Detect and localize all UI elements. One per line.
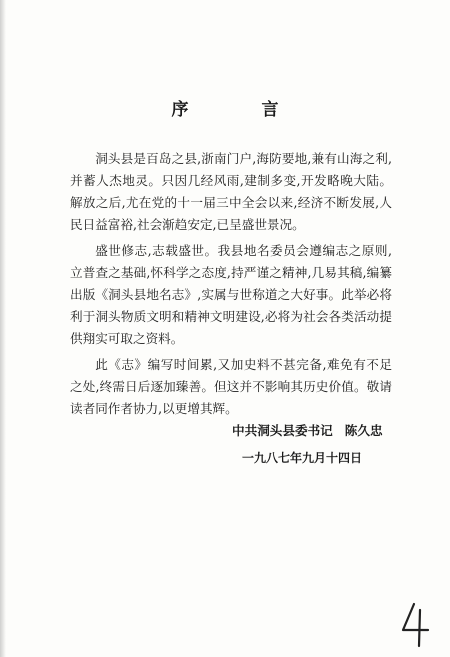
preface-body xyxy=(70,148,392,424)
signature-block xyxy=(232,420,432,468)
signature-title: 中共洞头县委书记 xyxy=(232,423,333,438)
handwritten-page-number xyxy=(400,600,436,650)
signature-line xyxy=(232,420,432,442)
signature-date: 一九八七年九月十四日 xyxy=(242,451,363,465)
paragraph-2: 盛世修志,志载盛世。我县地名委员会遵编志之原则,立普查之基础,怀科学之态度,持严谨之精神,几易其稿,编纂出版《洞头县地名志》,实属与世称道之大好事。此举必将利于洞头物质文明和精神文明建设,必将为社会各类活动提供翔实可取之资料。 xyxy=(70,243,392,346)
signature-name: 陈久忠 xyxy=(344,423,383,438)
paragraph-3: 此《志》编写时间累,又加史料不甚完备,难免有不足之处,终需日后逐加臻善。但这并不影响其历史价值。敬请读者同作者协力,以更增其辉。 xyxy=(70,357,392,416)
page-title: 序 言 xyxy=(171,100,307,120)
paragraph-1: 洞头县是百岛之县,浙南门户,海防要地,兼有山海之利,并蓄人杰地灵。只因几经风雨,建制多变,开发略晚大陆。解放之后,尤在党的十一届三中全会以来,经济不断发展,人民日益富裕,社会渐趋安定,已呈盛世景况。 xyxy=(70,151,392,232)
